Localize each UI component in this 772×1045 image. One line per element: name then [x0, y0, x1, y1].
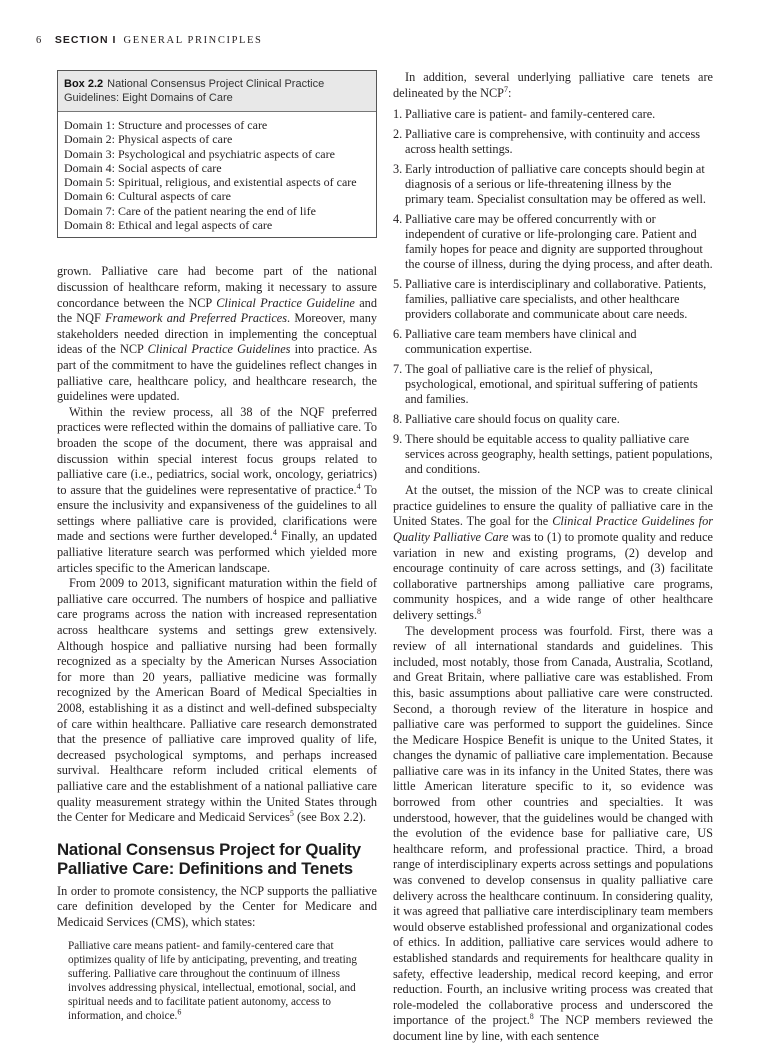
body-paragraph [57, 405, 377, 577]
italic-title: Clinical Practice Guidelines [147, 342, 291, 357]
tenet-item [393, 162, 713, 207]
tenet-text: Palliative care is comprehensive, with continuity and access across health settings. [405, 127, 701, 157]
tenet-text: Early introduction of palliative care concepts should begin at diagnosis of a serious or life-threatening illness by the primary team. Specialist consultation may be offered as well. [405, 162, 706, 207]
text-run: : [508, 85, 512, 100]
text-run: To ensure the inclusivity and expansiveness of the guidelines to all settings where palliative care is provided, clarifications were made and sections were further developed. [57, 482, 378, 544]
tenets-list [393, 107, 713, 477]
tenet-number: 4. [393, 212, 403, 227]
text-run: At the outset, the mission of the NCP was to create clinical practice guidelines to ensure the quality of palliative care in the United States. The goal for the [393, 483, 713, 529]
body-paragraph: In order to promote consistency, the NCP supports the palliative care definition developed by the Center for Medicare and Medicaid Services (CMS), which states: [57, 883, 377, 929]
domain-item: Domain 8: Ethical and legal aspects of care [64, 218, 273, 233]
domain-item: Domain 4: Social aspects of care [64, 160, 222, 175]
box-label: Box 2.2 [64, 78, 104, 90]
tenet-item [393, 362, 713, 407]
tenet-text: Palliative care may be offered concurrently with or independent of curative or life-prolonging care. Patient and family hopes for peace and dignity are supported throughout the course of illness, during the dying process, and after death. [405, 212, 713, 272]
box-header [58, 71, 376, 112]
text-run: The development process was fourfold. First, there was a review of all international standards and guidelines. This included, most notably, those from Canada, Australia, Scotland, and Great Britain, where palliative care was established. From this, basic assumptions about palliative care were constructed. Second, a thorough review of the literature in hospice and palliative care was performed to support the guidelines. Since the Medicare Hospice Benefit is unique to the United States, it changes the dynamic of palliative care implementation. Because palliative care was in its infancy in the United States, there was little American literature specific to it, so evidence was borrowed from other countries and specialties. It was understood, however, that the guidelines would be changed with the evolution of the evidence base for palliative care, US healthcare reform, and professional practice. Third, a broad range of interdisciplinary experts across settings and populations was convened to develop consensus in quality palliative care delivery across the healthcare continuum. In considering quality, it was agreed that palliative care interdisciplinary team members would observe established professional and organizational codes of ethics. In addition, palliative care services would adhere to established standards and requirements for healthcare quality in safety, effective leadership, medical record keeping, and error reduction. Fourth, an inclusive writing process was created that role-modeled the collaborative process and underscored the importance of the project. [393, 623, 713, 1028]
tenet-item [393, 212, 713, 272]
tenet-item [393, 412, 713, 427]
tenet-number: 6. [393, 327, 403, 342]
text-run: (see Box 2.2). [293, 810, 366, 825]
tenet-text: Palliative care is interdisciplinary and collaborative. Patients, families, palliative care specialists, and other healthcare providers collaborate and communicate about care needs. [405, 277, 707, 322]
section-heading: National Consensus Project for Quality Palliative Care: Definitions and Tenets [57, 839, 361, 879]
citation-ref: 7 [504, 84, 508, 94]
domain-item: Domain 7: Care of the patient nearing the end of life [64, 203, 316, 218]
text-run: In addition, several underlying palliative care tenets are delineated by the NCP [393, 70, 713, 100]
citation-ref: 8 [529, 1012, 534, 1022]
body-paragraph [57, 576, 377, 826]
italic-title: Framework and Preferred Practices [105, 311, 288, 326]
text-run: into practice. As part of the commitment to have the guidelines reflect changes in palliative care, healthcare policy, and healthcare research, the guidelines were updated. [57, 342, 377, 404]
tenet-number: 5. [393, 277, 403, 292]
tenet-number: 7. [393, 362, 403, 377]
tenet-text: Palliative care should focus on quality care. [405, 412, 620, 427]
domain-list [58, 112, 376, 237]
tenet-number: 3. [393, 162, 403, 177]
tenet-item [393, 127, 713, 157]
citation-ref: 6 [177, 1006, 182, 1016]
text-run: grown. Palliative care had become part of the national discussion of healthcare reform, making it necessary to assure concordance between the NCP [57, 264, 377, 310]
tenet-item [393, 107, 713, 122]
body-paragraph [393, 483, 713, 623]
page-number: 6 [36, 35, 42, 46]
left-column [57, 70, 377, 1023]
box-title: National Consensus Project Clinical Practice Guidelines: Eight Domains of Care [64, 78, 325, 104]
tenet-item [393, 432, 713, 477]
box-2-2 [57, 70, 377, 238]
right-column [393, 70, 713, 1045]
tenet-text: Palliative care is patient- and family-centered care. [405, 107, 656, 122]
section-title: GENERAL PRINCIPLES [123, 35, 263, 46]
domain-item: Domain 3: Psychological and psychiatric aspects of care [64, 146, 335, 161]
domain-item: Domain 2: Physical aspects of care [64, 132, 233, 147]
section-label: SECTION I [54, 34, 117, 46]
text-run: and the NQF [57, 295, 377, 326]
domain-item: Domain 1: Structure and processes of care [64, 118, 268, 132]
text-run: The NCP members reviewed the document line by line, with each sentence [393, 1013, 713, 1043]
quote-text: Palliative care means patient- and family-centered care that optimizes quality of life by anticipating, preventing, and treating suffering. Palliative care throughout the continuum of illness involves addressing physical, intellectual, emotional, social, and spiritual needs and to facilitate patient autonomy, access to information, and choice. [68, 939, 357, 1022]
text-run: From 2009 to 2013, significant maturation within the field of palliative care occurred. The numbers of hospice and palliative care programs across the nation with increased representation across healthcare systems and settings grew extensively. Although hospice and palliative nursing had been formally recognized as a specialty by the American Nurses Association for more than 20 years, palliative medicine was formally recognized by the American Board of Medical Specialties in 2008, establishing it as a distinct and well-defined subspecialty of care within healthcare. Palliative care research demonstrated that the presence of palliative care improved quality of life, decreased psychological symptoms, and perhaps increased survival. Healthcare reform included critical elements of palliative care and the establishment of a national palliative care quality measurement strategy within the United States through the Center for Medicare and Medicaid Services [57, 576, 377, 825]
tenet-number: 9. [393, 432, 403, 447]
tenet-number: 8. [393, 412, 403, 427]
italic-title: Clinical Practice Guideline [216, 295, 355, 310]
domain-item: Domain 5: Spiritual, religious, and existential aspects of care [64, 175, 357, 190]
tenet-number: 2. [393, 127, 403, 142]
tenet-item [393, 327, 713, 357]
citation-ref: 5 [289, 809, 294, 819]
tenet-text: There should be equitable access to quality palliative care services across geography, health settings, patient populations, and conditions. [405, 432, 713, 477]
citation-ref: 4 [272, 528, 277, 538]
italic-title: Clinical Practice Guidelines for Quality Palliative Care [393, 514, 714, 544]
body-paragraph [393, 70, 713, 101]
text-run: Finally, an updated palliative literature search was performed which yielded more articles specific to the American landscape. [57, 529, 378, 575]
tenet-item [393, 277, 713, 322]
tenet-number: 1. [393, 107, 403, 122]
running-head [36, 34, 262, 46]
body-paragraph [393, 624, 713, 1045]
text-run: Within the review process, all 38 of the NQF preferred practices were reflected within the domains of palliative care. To broaden the scope of the document, there was appraisal and discussion within special interest focus groups related to palliative care (i.e., pediatrics, social work, oncology, geriatrics) to assure that the guidelines were representative of practice. [57, 404, 377, 497]
block-quote [68, 939, 377, 1023]
body-paragraph [57, 264, 377, 404]
citation-ref: 4 [356, 481, 361, 491]
tenet-text: The goal of palliative care is the relief of physical, psychological, emotional, and spiritual suffering of patients and families. [405, 362, 698, 407]
text-run: was to (1) to promote quality and reduce variation in new and existing programs, (2) develop and encourage continuity of care across settings, and (3) facilitate collaborative partnerships among palliative care programs, community hospices, and a wide range of other healthcare delivery settings. [393, 529, 713, 622]
domain-item: Domain 6: Cultural aspects of care [64, 189, 231, 204]
text-run: . Moreover, many stakeholders needed direction in implementing the conceptual ideas of the NCP [57, 311, 377, 357]
tenet-text: Palliative care team members have clinical and communication expertise. [405, 327, 637, 357]
citation-ref: 8 [477, 606, 482, 616]
